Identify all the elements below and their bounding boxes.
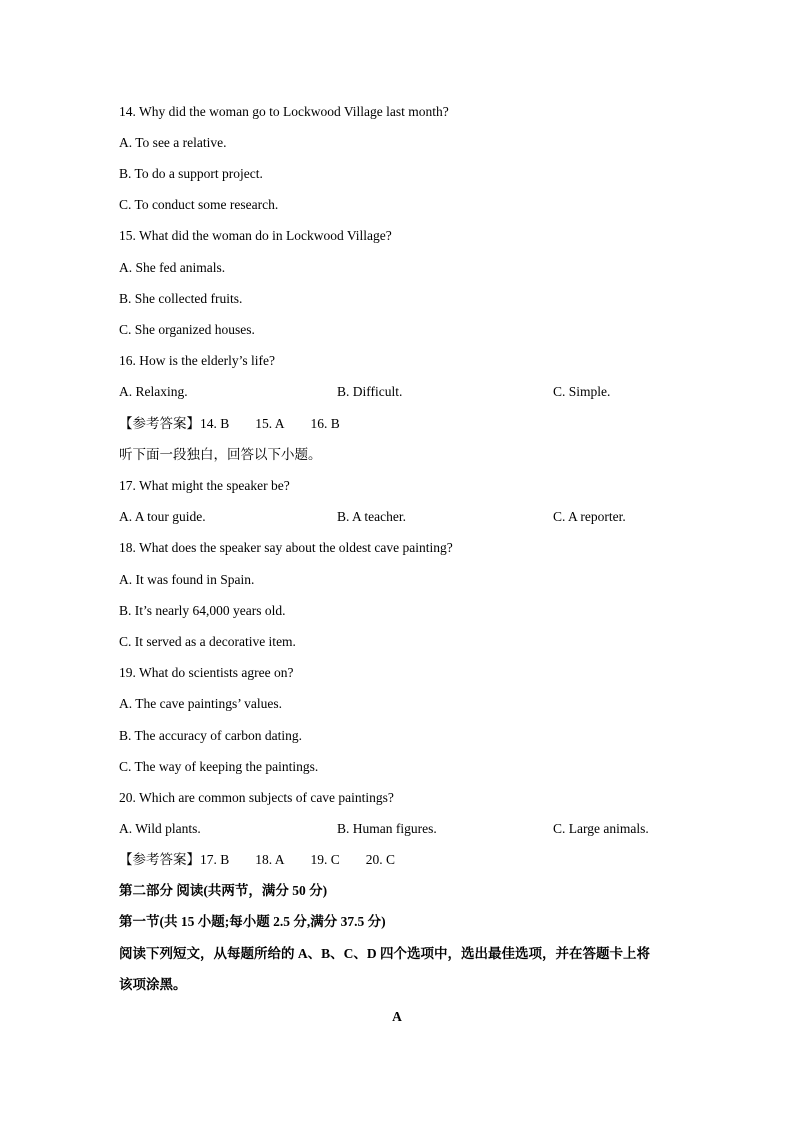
answer-item: 19. C	[310, 852, 340, 867]
option-15c: C. She organized houses.	[119, 322, 255, 337]
option-18a: A. It was found in Spain.	[119, 572, 255, 587]
answer-item: 16. B	[310, 416, 340, 431]
answer-key-label: 【参考答案】	[119, 416, 200, 431]
instructions-line-1: 阅读下列短文，从每题所给的 A、B、C、D 四个选项中，选出最佳选项，并在答题卡上将	[119, 946, 651, 961]
option-19b: B. The accuracy of carbon dating.	[119, 728, 303, 743]
question-17: 17. What might the speaker be?	[119, 478, 290, 493]
question-14: 14. Why did the woman go to Lockwood Village last month?	[119, 104, 449, 119]
option-14c: C. To conduct some research.	[119, 197, 279, 212]
answer-item: 14. B	[200, 416, 230, 431]
option-16b: B. Difficult.	[337, 384, 403, 399]
question-19: 19. What do scientists agree on?	[119, 665, 294, 680]
answer-item: 20. C	[365, 852, 396, 867]
option-17c: C. A reporter.	[553, 509, 626, 524]
instructions-line-2: 该项涂黑。	[119, 977, 187, 992]
answer-key-2	[119, 852, 395, 868]
answer-item: 17. B	[200, 852, 230, 867]
option-17b: B. A teacher.	[337, 509, 406, 524]
answer-item: 15. A	[255, 416, 285, 431]
option-18b: B. It’s nearly 64,000 years old.	[119, 603, 286, 618]
part2-heading: 第二部分 阅读(共两节，满分 50 分)	[119, 883, 328, 898]
passage-label: A	[392, 1009, 402, 1024]
option-17a: A. A tour guide.	[119, 509, 206, 524]
option-20b: B. Human figures.	[337, 821, 437, 836]
answer-key-label: 【参考答案】	[119, 852, 200, 867]
answer-key-1	[119, 416, 340, 432]
question-18: 18. What does the speaker say about the oldest cave painting?	[119, 540, 453, 555]
option-19a: A. The cave paintings’ values.	[119, 696, 282, 711]
option-15a: A. She fed animals.	[119, 260, 226, 275]
question-20: 20. Which are common subjects of cave paintings?	[119, 790, 394, 805]
option-20a: A. Wild plants.	[119, 821, 201, 836]
option-14a: A. To see a relative.	[119, 135, 227, 150]
monologue-intro: 听下面一段独白，回答以下小题。	[119, 447, 322, 462]
option-15b: B. She collected fruits.	[119, 291, 243, 306]
answer-item: 18. A	[255, 852, 285, 867]
option-14b: B. To do a support project.	[119, 166, 263, 181]
question-15: 15. What did the woman do in Lockwood Village?	[119, 228, 392, 243]
option-16a: A. Relaxing.	[119, 384, 188, 399]
option-20c: C. Large animals.	[553, 821, 649, 836]
section1-heading: 第一节(共 15 小题;每小题 2.5 分,满分 37.5 分)	[119, 914, 386, 929]
option-19c: C. The way of keeping the paintings.	[119, 759, 319, 774]
question-16: 16. How is the elderly’s life?	[119, 353, 275, 368]
option-18c: C. It served as a decorative item.	[119, 634, 296, 649]
option-16c: C. Simple.	[553, 384, 611, 399]
